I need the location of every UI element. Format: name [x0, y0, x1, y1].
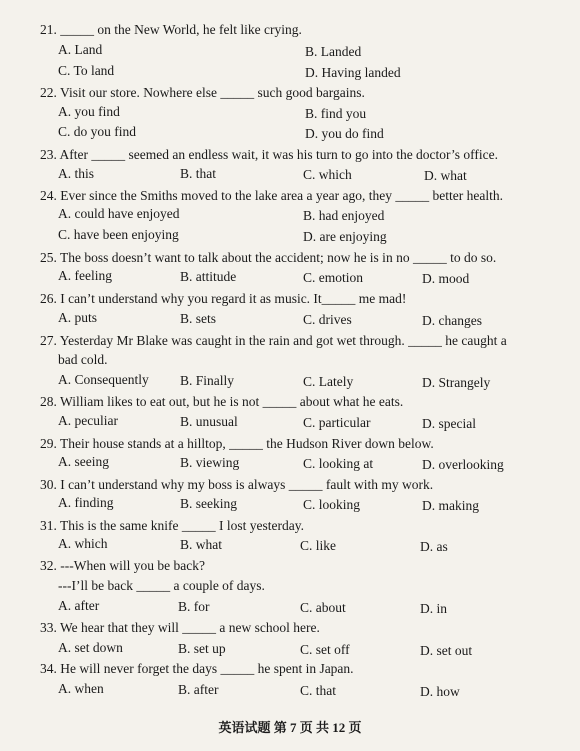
- question-30-option-a: A. finding: [58, 495, 114, 510]
- question-23-option-d: D. what: [424, 168, 467, 183]
- page-footer: 英语试题 第 7 页 共 12 页: [218, 720, 362, 735]
- question-21-stem: 21. _____ on the New World, he felt like crying.: [40, 22, 302, 37]
- question-23-stem: 23. After _____ seemed an endless wait, it was his turn to go into the doctor’s office.: [40, 147, 499, 162]
- question-25-option-b: B. attitude: [180, 269, 237, 284]
- question-27-option-c: C. Lately: [303, 374, 354, 389]
- question-34-option-a: A. when: [58, 681, 104, 696]
- question-31-stem: 31. This is the same knife _____ I lost yesterday.: [40, 518, 304, 533]
- question-34-option-d: D. how: [420, 684, 460, 699]
- question-30-option-b: B. seeking: [180, 496, 237, 511]
- question-31-option-d: D. as: [420, 539, 448, 554]
- question-33-option-a: A. set down: [58, 640, 123, 655]
- question-21-option-c: C. To land: [58, 63, 115, 78]
- question-27-option-d: D. Strangely: [422, 375, 491, 390]
- question-24-stem: 24. Ever since the Smiths moved to the lake area a year ago, they _____ better health.: [40, 188, 503, 203]
- question-30-option-d: D. making: [422, 498, 479, 513]
- question-23-option-b: B. that: [180, 166, 216, 181]
- question-31-option-a: A. which: [58, 536, 108, 551]
- question-28-option-b: B. unusual: [180, 414, 238, 429]
- question-21-option-a: A. Land: [58, 42, 103, 57]
- question-32-option-d: D. in: [420, 601, 447, 616]
- question-25-stem: 25. The boss doesn’t want to talk about the accident; now he is in no _____ to do so.: [40, 250, 497, 265]
- question-30-option-c: C. looking: [303, 497, 361, 512]
- question-33-option-b: B. set up: [178, 641, 226, 656]
- question-27-option-b: B. Finally: [180, 373, 235, 388]
- question-34-option-b: B. after: [178, 682, 219, 697]
- question-32-stem-continued: ---I’ll be back _____ a couple of days.: [58, 578, 265, 593]
- question-23-option-c: C. which: [303, 167, 352, 182]
- question-24-option-c: C. have been enjoying: [58, 227, 179, 242]
- question-23-option-a: A. this: [58, 166, 95, 181]
- question-28-option-c: C. particular: [303, 415, 371, 430]
- question-29-option-d: D. overlooking: [422, 457, 504, 472]
- question-30-stem: 30. I can’t understand why my boss is always _____ fault with my work.: [40, 477, 434, 492]
- question-29-option-a: A. seeing: [58, 454, 109, 469]
- question-21-option-d: D. Having landed: [305, 65, 401, 80]
- question-24-option-d: D. are enjoying: [303, 229, 387, 244]
- question-29-stem: 29. Their house stands at a hilltop, _____ the Hudson River down below.: [40, 436, 434, 451]
- question-22-option-b: B. find you: [305, 106, 367, 121]
- question-27-option-a: A. Consequently: [58, 372, 149, 387]
- question-32-option-b: B. for: [178, 599, 210, 614]
- question-22-stem: 22. Visit our store. Nowhere else _____ such good bargains.: [40, 85, 365, 100]
- question-24-option-b: B. had enjoyed: [303, 208, 385, 223]
- question-33-option-c: C. set off: [300, 642, 350, 657]
- question-27-stem: 27. Yesterday Mr Blake was caught in the rain and got wet through. _____ he caught a: [40, 333, 507, 348]
- question-26-option-b: B. sets: [180, 311, 217, 326]
- question-26-option-d: D. changes: [422, 313, 482, 328]
- question-22-option-c: C. do you find: [58, 124, 137, 139]
- question-32-stem: 32. ---When will you be back?: [40, 558, 205, 573]
- question-29-option-c: C. looking at: [303, 456, 374, 471]
- question-21-option-b: B. Landed: [305, 44, 362, 59]
- question-29-option-b: B. viewing: [180, 455, 240, 470]
- question-22-option-a: A. you find: [58, 104, 120, 119]
- question-33-option-d: D. set out: [420, 643, 473, 658]
- question-28-stem: 28. William likes to eat out, but he is not _____ about what he eats.: [40, 394, 404, 409]
- question-25-option-d: D. mood: [422, 271, 470, 286]
- question-25-option-c: C. emotion: [303, 270, 363, 285]
- question-34-option-c: C. that: [300, 683, 336, 698]
- question-24-option-a: A. could have enjoyed: [58, 206, 180, 221]
- question-28-option-d: D. special: [422, 416, 476, 431]
- question-26-option-c: C. drives: [303, 312, 352, 327]
- question-26-stem: 26. I can’t understand why you regard it as music. It_____ me mad!: [40, 291, 407, 306]
- question-31-option-c: C. like: [300, 538, 336, 553]
- question-22-option-d: D. you do find: [305, 126, 384, 141]
- question-32-option-a: A. after: [58, 598, 100, 613]
- question-27-stem-continued: bad cold.: [58, 352, 108, 367]
- question-32-option-c: C. about: [300, 600, 346, 615]
- question-33-stem: 33. We hear that they will _____ a new school here.: [40, 620, 320, 635]
- question-31-option-b: B. what: [180, 537, 222, 552]
- question-28-option-a: A. peculiar: [58, 413, 118, 428]
- question-34-stem: 34. He will never forget the days _____ he spent in Japan.: [40, 661, 354, 676]
- question-25-option-a: A. feeling: [58, 268, 112, 283]
- question-26-option-a: A. puts: [58, 310, 98, 325]
